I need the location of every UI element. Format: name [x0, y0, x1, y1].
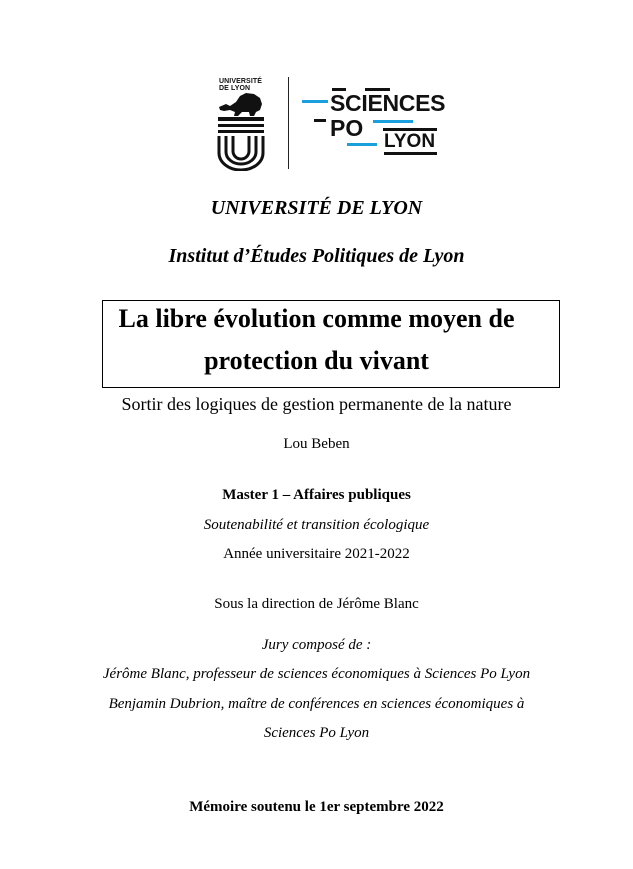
logo-bar-accent	[347, 143, 377, 146]
logo-bar-accent	[373, 120, 413, 123]
universite-de-lyon-wordmark	[219, 78, 262, 92]
jury-member-2-line1: Benjamin Dubrion, maître de conférences en sciences économiques à	[108, 696, 525, 712]
lyon-word: LYON	[384, 131, 436, 152]
logo-bar	[384, 152, 437, 155]
logo-bar-accent	[302, 100, 328, 103]
supervisor: Sous la direction de Jérôme Blanc	[214, 596, 419, 612]
thesis-subtitle: Sortir des logiques de gestion permanente de la nature	[121, 394, 512, 414]
lion-shield-icon	[216, 93, 266, 171]
jury-heading: Jury composé de :	[261, 637, 372, 653]
thesis-title-line2: protection du vivant	[204, 346, 429, 375]
logo-divider	[288, 77, 289, 169]
jury-member-2-line2: Sciences Po Lyon	[263, 725, 370, 741]
defense-date: Mémoire soutenu le 1er septembre 2022	[189, 799, 444, 815]
program-track: Soutenabilité et transition écologique	[203, 517, 430, 533]
logo-bar	[314, 119, 326, 122]
academic-year: Année universitaire 2021-2022	[223, 546, 410, 562]
author-name: Lou Beben	[283, 436, 350, 452]
institute-name: Institut d’Études Politiques de Lyon	[168, 245, 465, 267]
sciences-word: SCIENCES	[330, 90, 446, 116]
po-word: PO	[330, 115, 364, 141]
logo-text-line2: DE LYON	[219, 85, 251, 92]
logo-text-line1: UNIVERSITÉ	[219, 78, 263, 85]
thesis-title-line1: La libre évolution comme moyen de	[118, 304, 515, 333]
jury-member-1: Jérôme Blanc, professeur de sciences économiques à Sciences Po Lyon	[102, 666, 531, 682]
degree-program: Master 1 – Affaires publiques	[222, 487, 411, 503]
university-name: UNIVERSITÉ DE LYON	[210, 197, 423, 219]
